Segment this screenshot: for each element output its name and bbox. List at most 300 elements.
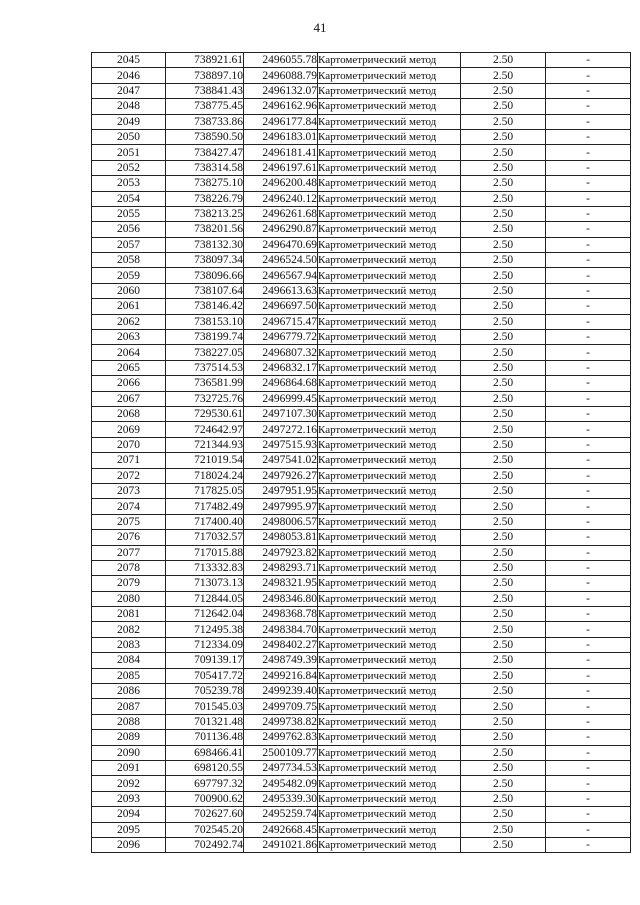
method-cell: Картометрический метод bbox=[318, 345, 461, 360]
accuracy-cell: 2.50 bbox=[461, 545, 546, 560]
accuracy-cell: 2.50 bbox=[461, 129, 546, 144]
y-coordinate-cell: 2496832.17 bbox=[244, 360, 318, 375]
table-row bbox=[92, 637, 631, 652]
accuracy-cell: 2.50 bbox=[461, 53, 546, 68]
accuracy-cell: 2.50 bbox=[461, 483, 546, 498]
method-cell: Картометрический метод bbox=[318, 822, 461, 837]
y-coordinate-cell: 2496697.50 bbox=[244, 299, 318, 314]
point-number-cell: 2091 bbox=[92, 760, 166, 775]
accuracy-cell: 2.50 bbox=[461, 268, 546, 283]
point-number-cell: 2073 bbox=[92, 483, 166, 498]
point-number-cell: 2075 bbox=[92, 514, 166, 529]
note-cell: - bbox=[546, 483, 631, 498]
note-cell: - bbox=[546, 145, 631, 160]
table-row bbox=[92, 653, 631, 668]
note-cell: - bbox=[546, 283, 631, 298]
point-number-cell: 2061 bbox=[92, 299, 166, 314]
y-coordinate-cell: 2497995.97 bbox=[244, 499, 318, 514]
x-coordinate-cell: 721344.93 bbox=[166, 437, 244, 452]
x-coordinate-cell: 718024.24 bbox=[166, 468, 244, 483]
table-row bbox=[92, 253, 631, 268]
note-cell: - bbox=[546, 653, 631, 668]
note-cell: - bbox=[546, 837, 631, 852]
method-cell: Картометрический метод bbox=[318, 330, 461, 345]
method-cell: Картометрический метод bbox=[318, 114, 461, 129]
x-coordinate-cell: 738314.58 bbox=[166, 160, 244, 175]
point-number-cell: 2089 bbox=[92, 730, 166, 745]
accuracy-cell: 2.50 bbox=[461, 330, 546, 345]
note-cell: - bbox=[546, 714, 631, 729]
y-coordinate-cell: 2496132.07 bbox=[244, 83, 318, 98]
accuracy-cell: 2.50 bbox=[461, 514, 546, 529]
note-cell: - bbox=[546, 237, 631, 252]
accuracy-cell: 2.50 bbox=[461, 468, 546, 483]
note-cell: - bbox=[546, 191, 631, 206]
note-cell: - bbox=[546, 176, 631, 191]
y-coordinate-cell: 2496524.50 bbox=[244, 253, 318, 268]
method-cell: Картометрический метод bbox=[318, 684, 461, 699]
method-cell: Картометрический метод bbox=[318, 591, 461, 606]
table-row bbox=[92, 330, 631, 345]
x-coordinate-cell: 738213.25 bbox=[166, 206, 244, 221]
point-number-cell: 2060 bbox=[92, 283, 166, 298]
x-coordinate-cell: 712844.05 bbox=[166, 591, 244, 606]
table-row bbox=[92, 53, 631, 68]
point-number-cell: 2085 bbox=[92, 668, 166, 683]
y-coordinate-cell: 2497272.16 bbox=[244, 422, 318, 437]
point-number-cell: 2057 bbox=[92, 237, 166, 252]
method-cell: Картометрический метод bbox=[318, 206, 461, 221]
table-row bbox=[92, 453, 631, 468]
note-cell: - bbox=[546, 560, 631, 575]
point-number-cell: 2084 bbox=[92, 653, 166, 668]
point-number-cell: 2066 bbox=[92, 376, 166, 391]
point-number-cell: 2082 bbox=[92, 622, 166, 637]
table-row bbox=[92, 176, 631, 191]
x-coordinate-cell: 738201.56 bbox=[166, 222, 244, 237]
x-coordinate-cell: 738226.79 bbox=[166, 191, 244, 206]
x-coordinate-cell: 738841.43 bbox=[166, 83, 244, 98]
y-coordinate-cell: 2499709.75 bbox=[244, 699, 318, 714]
point-number-cell: 2059 bbox=[92, 268, 166, 283]
x-coordinate-cell: 698120.55 bbox=[166, 760, 244, 775]
method-cell: Картометрический метод bbox=[318, 191, 461, 206]
table-row bbox=[92, 745, 631, 760]
point-number-cell: 2053 bbox=[92, 176, 166, 191]
note-cell: - bbox=[546, 129, 631, 144]
y-coordinate-cell: 2497734.53 bbox=[244, 760, 318, 775]
point-number-cell: 2046 bbox=[92, 68, 166, 83]
accuracy-cell: 2.50 bbox=[461, 837, 546, 852]
accuracy-cell: 2.50 bbox=[461, 114, 546, 129]
method-cell: Картометрический метод bbox=[318, 376, 461, 391]
y-coordinate-cell: 2498321.95 bbox=[244, 576, 318, 591]
accuracy-cell: 2.50 bbox=[461, 776, 546, 791]
y-coordinate-cell: 2496181.41 bbox=[244, 145, 318, 160]
method-cell: Картометрический метод bbox=[318, 576, 461, 591]
method-cell: Картометрический метод bbox=[318, 268, 461, 283]
table-row bbox=[92, 191, 631, 206]
accuracy-cell: 2.50 bbox=[461, 283, 546, 298]
accuracy-cell: 2.50 bbox=[461, 176, 546, 191]
point-number-cell: 2079 bbox=[92, 576, 166, 591]
point-number-cell: 2094 bbox=[92, 807, 166, 822]
accuracy-cell: 2.50 bbox=[461, 607, 546, 622]
point-number-cell: 2067 bbox=[92, 391, 166, 406]
x-coordinate-cell: 698466.41 bbox=[166, 745, 244, 760]
note-cell: - bbox=[546, 760, 631, 775]
y-coordinate-cell: 2496177.84 bbox=[244, 114, 318, 129]
accuracy-cell: 2.50 bbox=[461, 668, 546, 683]
y-coordinate-cell: 2497541.02 bbox=[244, 453, 318, 468]
table-row bbox=[92, 760, 631, 775]
table-row bbox=[92, 145, 631, 160]
accuracy-cell: 2.50 bbox=[461, 760, 546, 775]
note-cell: - bbox=[546, 68, 631, 83]
method-cell: Картометрический метод bbox=[318, 499, 461, 514]
note-cell: - bbox=[546, 53, 631, 68]
point-number-cell: 2076 bbox=[92, 530, 166, 545]
table-row bbox=[92, 437, 631, 452]
y-coordinate-cell: 2497951.95 bbox=[244, 483, 318, 498]
accuracy-cell: 2.50 bbox=[461, 160, 546, 175]
accuracy-cell: 2.50 bbox=[461, 145, 546, 160]
y-coordinate-cell: 2495482.09 bbox=[244, 776, 318, 791]
table-row bbox=[92, 99, 631, 114]
method-cell: Картометрический метод bbox=[318, 714, 461, 729]
note-cell: - bbox=[546, 530, 631, 545]
note-cell: - bbox=[546, 791, 631, 806]
y-coordinate-cell: 2499738.82 bbox=[244, 714, 318, 729]
method-cell: Картометрический метод bbox=[318, 483, 461, 498]
point-number-cell: 2095 bbox=[92, 822, 166, 837]
method-cell: Картометрический метод bbox=[318, 99, 461, 114]
x-coordinate-cell: 702545.20 bbox=[166, 822, 244, 837]
table-row bbox=[92, 68, 631, 83]
note-cell: - bbox=[546, 545, 631, 560]
x-coordinate-cell: 729530.61 bbox=[166, 406, 244, 421]
x-coordinate-cell: 738427.47 bbox=[166, 145, 244, 160]
y-coordinate-cell: 2496088.79 bbox=[244, 68, 318, 83]
x-coordinate-cell: 738153.10 bbox=[166, 314, 244, 329]
table-row bbox=[92, 483, 631, 498]
point-number-cell: 2071 bbox=[92, 453, 166, 468]
point-number-cell: 2058 bbox=[92, 253, 166, 268]
method-cell: Картометрический метод bbox=[318, 668, 461, 683]
point-number-cell: 2090 bbox=[92, 745, 166, 760]
method-cell: Картометрический метод bbox=[318, 730, 461, 745]
table-row bbox=[92, 268, 631, 283]
x-coordinate-cell: 738897.10 bbox=[166, 68, 244, 83]
note-cell: - bbox=[546, 360, 631, 375]
x-coordinate-cell: 709139.17 bbox=[166, 653, 244, 668]
note-cell: - bbox=[546, 668, 631, 683]
point-number-cell: 2083 bbox=[92, 637, 166, 652]
table-row bbox=[92, 129, 631, 144]
table-row bbox=[92, 837, 631, 852]
table-row bbox=[92, 422, 631, 437]
accuracy-cell: 2.50 bbox=[461, 730, 546, 745]
y-coordinate-cell: 2499216.84 bbox=[244, 668, 318, 683]
y-coordinate-cell: 2496261.68 bbox=[244, 206, 318, 221]
x-coordinate-cell: 732725.76 bbox=[166, 391, 244, 406]
note-cell: - bbox=[546, 576, 631, 591]
note-cell: - bbox=[546, 453, 631, 468]
note-cell: - bbox=[546, 222, 631, 237]
y-coordinate-cell: 2495339.30 bbox=[244, 791, 318, 806]
point-number-cell: 2092 bbox=[92, 776, 166, 791]
x-coordinate-cell: 702492.74 bbox=[166, 837, 244, 852]
note-cell: - bbox=[546, 607, 631, 622]
note-cell: - bbox=[546, 406, 631, 421]
table-row bbox=[92, 283, 631, 298]
note-cell: - bbox=[546, 268, 631, 283]
method-cell: Картометрический метод bbox=[318, 176, 461, 191]
method-cell: Картометрический метод bbox=[318, 391, 461, 406]
method-cell: Картометрический метод bbox=[318, 360, 461, 375]
table-row bbox=[92, 345, 631, 360]
accuracy-cell: 2.50 bbox=[461, 591, 546, 606]
x-coordinate-cell: 717482.49 bbox=[166, 499, 244, 514]
method-cell: Картометрический метод bbox=[318, 699, 461, 714]
y-coordinate-cell: 2500109.77 bbox=[244, 745, 318, 760]
note-cell: - bbox=[546, 253, 631, 268]
point-number-cell: 2045 bbox=[92, 53, 166, 68]
method-cell: Картометрический метод bbox=[318, 437, 461, 452]
point-number-cell: 2093 bbox=[92, 791, 166, 806]
table-row bbox=[92, 514, 631, 529]
x-coordinate-cell: 721019.54 bbox=[166, 453, 244, 468]
accuracy-cell: 2.50 bbox=[461, 637, 546, 652]
point-number-cell: 2054 bbox=[92, 191, 166, 206]
y-coordinate-cell: 2499762.83 bbox=[244, 730, 318, 745]
accuracy-cell: 2.50 bbox=[461, 653, 546, 668]
x-coordinate-cell: 738199.74 bbox=[166, 330, 244, 345]
table-row bbox=[92, 468, 631, 483]
point-number-cell: 2063 bbox=[92, 330, 166, 345]
accuracy-cell: 2.50 bbox=[461, 68, 546, 83]
table-row bbox=[92, 791, 631, 806]
note-cell: - bbox=[546, 314, 631, 329]
method-cell: Картометрический метод bbox=[318, 760, 461, 775]
y-coordinate-cell: 2496715.47 bbox=[244, 314, 318, 329]
table-row bbox=[92, 607, 631, 622]
x-coordinate-cell: 738775.45 bbox=[166, 99, 244, 114]
table-row bbox=[92, 730, 631, 745]
x-coordinate-cell: 701321.48 bbox=[166, 714, 244, 729]
y-coordinate-cell: 2496807.32 bbox=[244, 345, 318, 360]
x-coordinate-cell: 697797.32 bbox=[166, 776, 244, 791]
method-cell: Картометрический метод bbox=[318, 253, 461, 268]
table-row bbox=[92, 391, 631, 406]
accuracy-cell: 2.50 bbox=[461, 714, 546, 729]
note-cell: - bbox=[546, 468, 631, 483]
y-coordinate-cell: 2498346.80 bbox=[244, 591, 318, 606]
accuracy-cell: 2.50 bbox=[461, 99, 546, 114]
table-row bbox=[92, 222, 631, 237]
note-cell: - bbox=[546, 83, 631, 98]
method-cell: Картометрический метод bbox=[318, 607, 461, 622]
method-cell: Картометрический метод bbox=[318, 807, 461, 822]
note-cell: - bbox=[546, 730, 631, 745]
y-coordinate-cell: 2498293.71 bbox=[244, 560, 318, 575]
y-coordinate-cell: 2497107.30 bbox=[244, 406, 318, 421]
point-number-cell: 2056 bbox=[92, 222, 166, 237]
x-coordinate-cell: 717015.88 bbox=[166, 545, 244, 560]
y-coordinate-cell: 2496613.63 bbox=[244, 283, 318, 298]
accuracy-cell: 2.50 bbox=[461, 376, 546, 391]
accuracy-cell: 2.50 bbox=[461, 191, 546, 206]
table-row bbox=[92, 530, 631, 545]
method-cell: Картометрический метод bbox=[318, 776, 461, 791]
x-coordinate-cell: 738590.50 bbox=[166, 129, 244, 144]
note-cell: - bbox=[546, 637, 631, 652]
method-cell: Картометрический метод bbox=[318, 791, 461, 806]
accuracy-cell: 2.50 bbox=[461, 560, 546, 575]
accuracy-cell: 2.50 bbox=[461, 222, 546, 237]
accuracy-cell: 2.50 bbox=[461, 684, 546, 699]
x-coordinate-cell: 700900.62 bbox=[166, 791, 244, 806]
page-number: 41 bbox=[313, 20, 327, 35]
y-coordinate-cell: 2497923.82 bbox=[244, 545, 318, 560]
y-coordinate-cell: 2496055.78 bbox=[244, 53, 318, 68]
table-row bbox=[92, 160, 631, 175]
point-number-cell: 2074 bbox=[92, 499, 166, 514]
y-coordinate-cell: 2498368.78 bbox=[244, 607, 318, 622]
x-coordinate-cell: 701545.03 bbox=[166, 699, 244, 714]
note-cell: - bbox=[546, 622, 631, 637]
y-coordinate-cell: 2498006.57 bbox=[244, 514, 318, 529]
x-coordinate-cell: 717032.57 bbox=[166, 530, 244, 545]
method-cell: Картометрический метод bbox=[318, 530, 461, 545]
x-coordinate-cell: 738275.10 bbox=[166, 176, 244, 191]
table-row bbox=[92, 376, 631, 391]
x-coordinate-cell: 712334.09 bbox=[166, 637, 244, 652]
y-coordinate-cell: 2498053.81 bbox=[244, 530, 318, 545]
method-cell: Картометрический метод bbox=[318, 283, 461, 298]
y-coordinate-cell: 2497515.93 bbox=[244, 437, 318, 452]
y-coordinate-cell: 2496567.94 bbox=[244, 268, 318, 283]
point-number-cell: 2070 bbox=[92, 437, 166, 452]
point-number-cell: 2072 bbox=[92, 468, 166, 483]
accuracy-cell: 2.50 bbox=[461, 206, 546, 221]
point-number-cell: 2062 bbox=[92, 314, 166, 329]
point-number-cell: 2077 bbox=[92, 545, 166, 560]
method-cell: Картометрический метод bbox=[318, 637, 461, 652]
method-cell: Картометрический метод bbox=[318, 653, 461, 668]
method-cell: Картометрический метод bbox=[318, 53, 461, 68]
table-row bbox=[92, 807, 631, 822]
note-cell: - bbox=[546, 699, 631, 714]
y-coordinate-cell: 2496779.72 bbox=[244, 330, 318, 345]
x-coordinate-cell: 736581.99 bbox=[166, 376, 244, 391]
method-cell: Картометрический метод bbox=[318, 545, 461, 560]
accuracy-cell: 2.50 bbox=[461, 237, 546, 252]
point-number-cell: 2088 bbox=[92, 714, 166, 729]
accuracy-cell: 2.50 bbox=[461, 791, 546, 806]
y-coordinate-cell: 2496183.01 bbox=[244, 129, 318, 144]
x-coordinate-cell: 737514.53 bbox=[166, 360, 244, 375]
x-coordinate-cell: 713332.83 bbox=[166, 560, 244, 575]
point-number-cell: 2055 bbox=[92, 206, 166, 221]
point-number-cell: 2047 bbox=[92, 83, 166, 98]
point-number-cell: 2064 bbox=[92, 345, 166, 360]
method-cell: Картометрический метод bbox=[318, 837, 461, 852]
method-cell: Картометрический метод bbox=[318, 222, 461, 237]
method-cell: Картометрический метод bbox=[318, 453, 461, 468]
note-cell: - bbox=[546, 299, 631, 314]
note-cell: - bbox=[546, 206, 631, 221]
table-row bbox=[92, 668, 631, 683]
accuracy-cell: 2.50 bbox=[461, 314, 546, 329]
method-cell: Картометрический метод bbox=[318, 314, 461, 329]
x-coordinate-cell: 701136.48 bbox=[166, 730, 244, 745]
point-number-cell: 2081 bbox=[92, 607, 166, 622]
accuracy-cell: 2.50 bbox=[461, 422, 546, 437]
accuracy-cell: 2.50 bbox=[461, 345, 546, 360]
accuracy-cell: 2.50 bbox=[461, 745, 546, 760]
note-cell: - bbox=[546, 330, 631, 345]
note-cell: - bbox=[546, 514, 631, 529]
note-cell: - bbox=[546, 391, 631, 406]
note-cell: - bbox=[546, 807, 631, 822]
x-coordinate-cell: 713073.13 bbox=[166, 576, 244, 591]
method-cell: Картометрический метод bbox=[318, 299, 461, 314]
x-coordinate-cell: 738107.64 bbox=[166, 283, 244, 298]
y-coordinate-cell: 2498749.39 bbox=[244, 653, 318, 668]
table-row bbox=[92, 406, 631, 421]
accuracy-cell: 2.50 bbox=[461, 299, 546, 314]
x-coordinate-cell: 738733.86 bbox=[166, 114, 244, 129]
x-coordinate-cell: 712642.04 bbox=[166, 607, 244, 622]
y-coordinate-cell: 2496200.48 bbox=[244, 176, 318, 191]
y-coordinate-cell: 2495259.74 bbox=[244, 807, 318, 822]
point-number-cell: 2086 bbox=[92, 684, 166, 699]
y-coordinate-cell: 2492668.45 bbox=[244, 822, 318, 837]
accuracy-cell: 2.50 bbox=[461, 699, 546, 714]
accuracy-cell: 2.50 bbox=[461, 807, 546, 822]
method-cell: Картометрический метод bbox=[318, 160, 461, 175]
table-row bbox=[92, 237, 631, 252]
table-row bbox=[92, 545, 631, 560]
table-row bbox=[92, 822, 631, 837]
method-cell: Картометрический метод bbox=[318, 468, 461, 483]
method-cell: Картометрический метод bbox=[318, 68, 461, 83]
coordinates-table bbox=[91, 52, 631, 853]
note-cell: - bbox=[546, 822, 631, 837]
x-coordinate-cell: 705417.72 bbox=[166, 668, 244, 683]
table-row bbox=[92, 776, 631, 791]
y-coordinate-cell: 2496240.12 bbox=[244, 191, 318, 206]
x-coordinate-cell: 702627.60 bbox=[166, 807, 244, 822]
note-cell: - bbox=[546, 114, 631, 129]
x-coordinate-cell: 738146.42 bbox=[166, 299, 244, 314]
x-coordinate-cell: 738921.61 bbox=[166, 53, 244, 68]
accuracy-cell: 2.50 bbox=[461, 253, 546, 268]
note-cell: - bbox=[546, 437, 631, 452]
method-cell: Картометрический метод bbox=[318, 422, 461, 437]
table-row bbox=[92, 299, 631, 314]
y-coordinate-cell: 2491021.86 bbox=[244, 837, 318, 852]
note-cell: - bbox=[546, 776, 631, 791]
x-coordinate-cell: 738096.66 bbox=[166, 268, 244, 283]
table-row bbox=[92, 360, 631, 375]
accuracy-cell: 2.50 bbox=[461, 83, 546, 98]
note-cell: - bbox=[546, 345, 631, 360]
x-coordinate-cell: 717400.40 bbox=[166, 514, 244, 529]
table-row bbox=[92, 714, 631, 729]
coordinates-table-body bbox=[92, 53, 631, 853]
